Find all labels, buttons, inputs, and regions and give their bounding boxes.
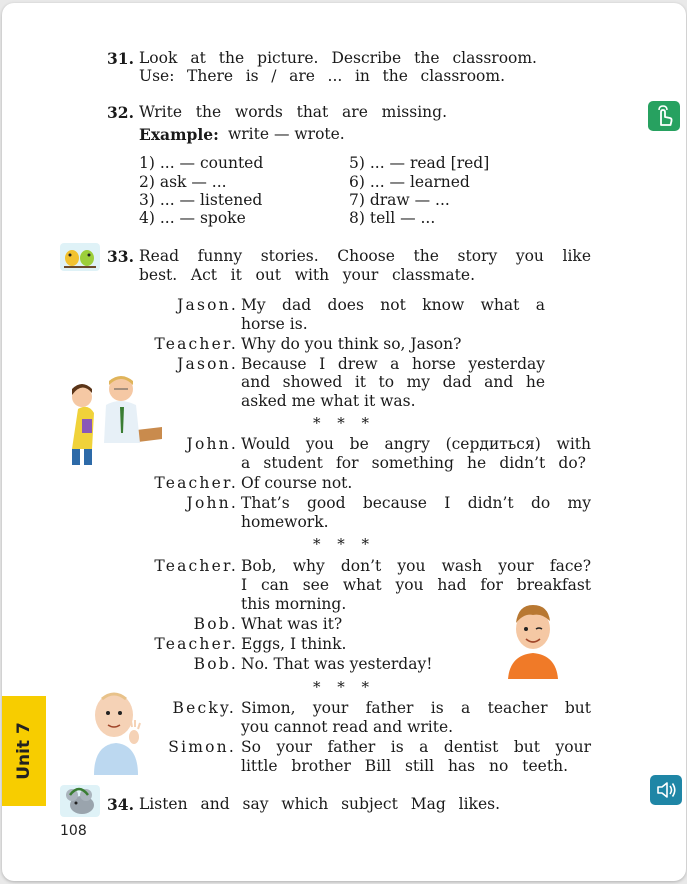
two-birds-icon (60, 243, 100, 271)
speaker-jason: Jason. (177, 296, 238, 314)
dialogue-line: That’s good because I didn’t do my (241, 494, 591, 512)
mouse-headphones-icon (60, 785, 100, 817)
exercise-33-number: 33. (107, 247, 134, 266)
dialogue-line: homework. (241, 513, 329, 531)
word-item: 7) draw — ... (349, 191, 450, 209)
dialogue-line: Eggs, I think. (241, 635, 347, 653)
dialogue-line: Bob, why don’t you wash your face? (241, 557, 591, 575)
word-item: 1) ... — counted (139, 154, 264, 172)
exercise-33-line-2: best. Act it out with your classmate. (139, 266, 475, 284)
speaker-john: John. (186, 435, 238, 453)
speaker-simon: Simon. (168, 738, 236, 756)
story-separator: * * * (312, 414, 376, 432)
dialogue-line: Because I drew a horse yesterday (241, 355, 545, 373)
dialogue-line: asked me what it was. (241, 392, 416, 410)
speaker-teacher: Teacher. (154, 635, 238, 653)
word-item: 4) ... — spoke (139, 209, 246, 227)
exercise-34-number: 34. (107, 795, 134, 814)
word-item: 5) ... — read [red] (349, 154, 490, 172)
dialogue-line: My dad does not know what a (241, 296, 545, 314)
unit-tab (2, 696, 46, 806)
exercise-31-line-1: Look at the picture. Describe the classroom. (139, 49, 537, 67)
exercise-34-text: Listen and say which subject Mag likes. (139, 795, 500, 813)
example-text: write — wrote. (228, 125, 345, 143)
speaker-jason: Jason. (177, 355, 238, 373)
dialogue-line: you cannot read and write. (241, 718, 454, 736)
baby-illustration (88, 687, 146, 775)
dialogue-line: No. That was yesterday! (241, 655, 433, 673)
word-item: 8) tell — ... (349, 209, 436, 227)
exercise-32-instruction: Write the words that are missing. (139, 103, 447, 121)
dialogue-line: So your father is a dentist but your (241, 738, 591, 756)
dialogue-line: Of course not. (241, 474, 353, 492)
story-separator: * * * (312, 678, 376, 696)
speaker-becky: Becky. (172, 699, 236, 717)
dialogue-line: Simon, your father is a teacher but (241, 699, 591, 717)
exercise-32-number: 32. (107, 103, 134, 122)
exercise-31-number: 31. (107, 49, 134, 68)
story-separator: * * * (312, 535, 376, 553)
dialogue-line: this morning. (241, 595, 347, 613)
word-item: 3) ... — listened (139, 191, 263, 209)
dialogue-line: What was it? (241, 615, 343, 633)
dialogue-line: I can see what you had for breakfast (241, 576, 591, 594)
dialogue-line: Why do you think so, Jason? (241, 335, 462, 353)
exercise-33-line-1: Read funny stories. Choose the story you like (139, 247, 591, 265)
speaker-bob: Bob. (193, 615, 238, 633)
exercise-31-line-2: Use: There is / are ... in the classroom. (139, 67, 505, 85)
dialogue-line: a student for something he didn’t do? (241, 454, 586, 472)
word-item: 2) ask — ... (139, 173, 227, 191)
dialogue-line: horse is. (241, 315, 308, 333)
speaker-teacher: Teacher. (154, 557, 238, 575)
dialogue-line: little brother Bill still has no teeth. (241, 757, 568, 775)
speaker-john: John. (186, 494, 238, 512)
dialogue-line: and showed it to my dad and he (241, 373, 545, 391)
textbook-page (2, 3, 686, 881)
unit-tab-label: Unit 7 (14, 722, 34, 780)
word-item: 6) ... — learned (349, 173, 470, 191)
speaker-icon (650, 775, 682, 805)
speaker-bob: Bob. (193, 655, 238, 673)
speaker-teacher: Teacher. (154, 474, 238, 492)
example-label: Example: (139, 125, 219, 144)
audio-play-button[interactable] (650, 775, 682, 805)
interactive-badge[interactable] (648, 101, 680, 131)
teacher-pupil-illustration (58, 369, 162, 467)
dialogue-line: Would you be angry (сердиться) with (241, 435, 591, 453)
hand-pointer-icon (648, 101, 680, 131)
speaker-teacher: Teacher. (154, 335, 238, 353)
page-number: 108 (60, 823, 87, 839)
boy-bob-illustration (502, 599, 564, 679)
